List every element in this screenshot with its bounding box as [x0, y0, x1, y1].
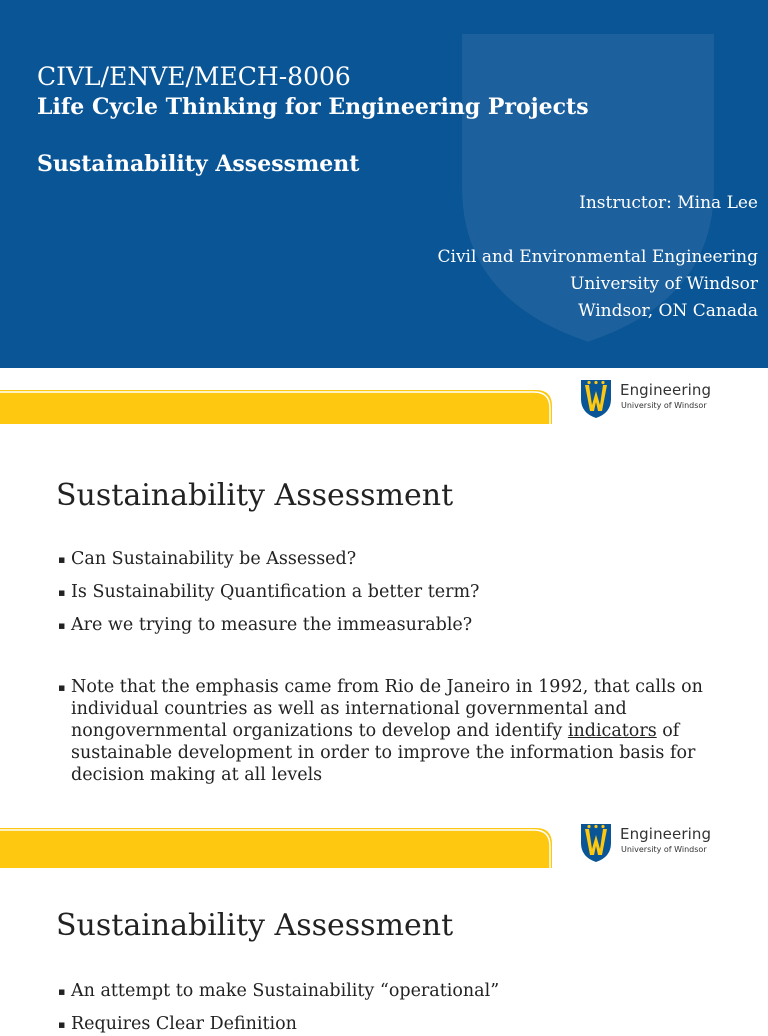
note-list	[56, 676, 746, 786]
university-name: University of Windsor	[570, 274, 758, 294]
course-title: Life Cycle Thinking for Engineering Projects	[37, 94, 589, 120]
slide-footer-band	[0, 368, 768, 424]
bullet-square-icon: ▪	[58, 553, 66, 566]
content-slide-2	[0, 868, 768, 1034]
list-item: ▪ Is Sustainability Quantification a better term?	[58, 582, 480, 602]
slide-subtitle: Sustainability Assessment	[37, 151, 360, 177]
bullet-square-icon: ▪	[58, 1018, 66, 1031]
note-item: ▪ Note that the emphasis came from Rio de Janeiro in 1992, that calls on individual countries as well as international governmental and nongovernmental organizations to develop and identify indicators of sustainable development in order to improve the information basis for decision making at all levels	[58, 677, 703, 785]
course-code: CIVL/ENVE/MECH-8006	[37, 62, 351, 91]
list-item: ▪ Requires Clear Definition	[58, 1014, 297, 1034]
list-item: ▪ Are we trying to measure the immeasurable?	[58, 615, 473, 635]
location-text: Windsor, ON Canada	[578, 301, 758, 321]
list-item: ▪ Can Sustainability be Assessed?	[58, 549, 357, 569]
logo-subtext: University of Windsor	[621, 401, 707, 410]
logo-wordmark: Engineering	[620, 381, 712, 399]
slide-heading: Sustainability Assessment	[56, 908, 454, 943]
university-crest-icon	[579, 377, 613, 419]
instructor-name: Instructor: Mina Lee	[579, 193, 758, 213]
engineering-logo	[579, 377, 739, 419]
slide-footer-band	[0, 812, 768, 868]
logo-wordmark: Engineering	[620, 825, 712, 843]
title-slide	[0, 0, 768, 368]
logo-subtext: University of Windsor	[621, 845, 707, 854]
indicators-term: indicators	[567, 721, 657, 741]
engineering-logo	[579, 821, 739, 863]
bullet-square-icon: ▪	[58, 985, 66, 998]
point-list	[56, 980, 746, 1035]
slide-heading: Sustainability Assessment	[56, 478, 454, 513]
question-list	[56, 548, 746, 636]
content-slide-1	[0, 424, 768, 816]
list-item: ▪ An attempt to make Sustainability “operational”	[58, 981, 500, 1001]
bullet-square-icon: ▪	[58, 619, 66, 632]
department-name: Civil and Environmental Engineering	[437, 247, 758, 267]
bullet-square-icon: ▪	[58, 586, 66, 599]
bullet-square-icon: ▪	[58, 681, 66, 694]
university-crest-icon	[579, 821, 613, 863]
